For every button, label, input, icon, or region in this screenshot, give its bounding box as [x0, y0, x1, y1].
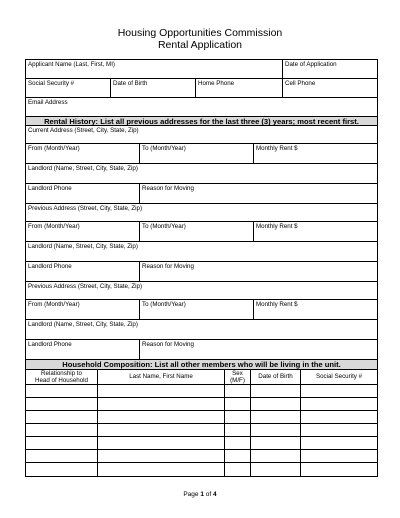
- to-field-2[interactable]: To (Month/Year): [139, 222, 253, 241]
- name-cell[interactable]: [97, 463, 224, 476]
- previous-address-row-2: [26, 282, 377, 300]
- ssn-cell[interactable]: [300, 463, 377, 476]
- from-field-3[interactable]: From (Month/Year): [28, 301, 80, 308]
- home-phone-field[interactable]: Home Phone: [195, 79, 282, 97]
- landlord-field-2[interactable]: Landlord (Name, Street, City, State, Zip): [28, 243, 138, 250]
- relationship-cell[interactable]: [26, 424, 97, 436]
- current-address-row: [26, 126, 377, 144]
- rent-field-1[interactable]: Monthly Rent $: [253, 144, 377, 163]
- name-cell[interactable]: [97, 411, 224, 423]
- page-footer: Page 1 of 4: [183, 491, 217, 498]
- relationship-cell[interactable]: [26, 385, 97, 397]
- sex-cell[interactable]: [224, 398, 250, 410]
- applicant-name-row: [26, 60, 377, 79]
- sex-cell[interactable]: [224, 411, 250, 423]
- landlord-phone-row-2: [26, 262, 377, 282]
- table-row: [26, 450, 377, 463]
- landlord-field-1[interactable]: Landlord (Name, Street, City, State, Zip): [28, 165, 138, 172]
- email-row: [26, 98, 377, 117]
- ssn-cell[interactable]: [300, 437, 377, 449]
- dates-row-2: [26, 222, 377, 242]
- previous-address-field-2[interactable]: Previous Address (Street, City, State, Zip): [28, 283, 143, 290]
- date-of-application-field[interactable]: Date of Application: [282, 60, 377, 78]
- ssn-field[interactable]: Social Security #: [28, 80, 75, 87]
- landlord-field-3[interactable]: Landlord (Name, Street, City, State, Zip): [28, 321, 138, 328]
- landlord-phone-field-1[interactable]: Landlord Phone: [28, 185, 72, 192]
- landlord-row-2: [26, 242, 377, 262]
- dob-cell[interactable]: [250, 463, 300, 476]
- ssn-cell[interactable]: [300, 411, 377, 423]
- rent-field-3[interactable]: Monthly Rent $: [253, 300, 377, 319]
- landlord-phone-field-3[interactable]: Landlord Phone: [28, 341, 72, 348]
- relationship-cell[interactable]: [26, 437, 97, 449]
- table-row: [26, 437, 377, 450]
- landlord-phone-field-2[interactable]: Landlord Phone: [28, 263, 72, 270]
- landlord-phone-row-3: [26, 340, 377, 360]
- email-field[interactable]: Email Address: [28, 99, 68, 106]
- relationship-cell[interactable]: [26, 463, 97, 476]
- table-row: [26, 424, 377, 437]
- col-dob: Date of Birth: [250, 370, 300, 384]
- sex-cell[interactable]: [224, 450, 250, 462]
- dob-cell[interactable]: [250, 398, 300, 410]
- to-field-3[interactable]: To (Month/Year): [139, 300, 253, 319]
- relationship-cell[interactable]: [26, 411, 97, 423]
- rental-history-heading: Rental History: List all previous addresses for the last three (3) years; most recent first.: [26, 117, 377, 126]
- relationship-cell[interactable]: [26, 450, 97, 462]
- table-row: [26, 385, 377, 398]
- name-cell[interactable]: [97, 424, 224, 436]
- reason-field-3[interactable]: Reason for Moving: [139, 340, 377, 359]
- applicant-name-field[interactable]: Applicant Name (Last, First, MI): [28, 61, 115, 68]
- rental-application-form: [25, 59, 378, 477]
- relationship-cell[interactable]: [26, 398, 97, 410]
- current-address-field[interactable]: Current Address (Street, City, State, Zip): [28, 127, 139, 134]
- name-cell[interactable]: [97, 437, 224, 449]
- form-subtitle: Rental Application: [157, 39, 243, 51]
- household-heading: Household Composition: List all other members who will be living in the unit.: [26, 360, 377, 370]
- rent-field-2[interactable]: Monthly Rent $: [253, 222, 377, 241]
- dates-row-1: [26, 144, 377, 164]
- sex-cell[interactable]: [224, 385, 250, 397]
- dob-cell[interactable]: [250, 385, 300, 397]
- col-relationship: Relationship to Head of Household: [35, 370, 88, 384]
- applicant-contact-row: [26, 79, 377, 98]
- dob-cell[interactable]: [250, 411, 300, 423]
- col-ssn: Social Security #: [300, 370, 377, 384]
- household-table-header: [26, 370, 377, 385]
- col-name: Last Name, First Name: [97, 370, 224, 384]
- dob-field[interactable]: Date of Birth: [110, 79, 195, 97]
- sex-cell[interactable]: [224, 424, 250, 436]
- table-row: [26, 411, 377, 424]
- previous-address-field-1[interactable]: Previous Address (Street, City, State, Zip): [28, 205, 143, 212]
- name-cell[interactable]: [97, 385, 224, 397]
- table-row: [26, 398, 377, 411]
- cell-phone-field[interactable]: Cell Phone: [282, 79, 377, 97]
- name-cell[interactable]: [97, 450, 224, 462]
- ssn-cell[interactable]: [300, 398, 377, 410]
- from-field-2[interactable]: From (Month/Year): [28, 223, 80, 230]
- ssn-cell[interactable]: [300, 450, 377, 462]
- landlord-row-3: [26, 320, 377, 340]
- ssn-cell[interactable]: [300, 424, 377, 436]
- landlord-row-1: [26, 164, 377, 184]
- dob-cell[interactable]: [250, 450, 300, 462]
- col-sex: Sex (M/F): [224, 370, 250, 384]
- form-title: Housing Opportunities Commission: [117, 27, 283, 39]
- ssn-cell[interactable]: [300, 385, 377, 397]
- name-cell[interactable]: [97, 398, 224, 410]
- dates-row-3: [26, 300, 377, 320]
- reason-field-1[interactable]: Reason for Moving: [139, 184, 377, 203]
- reason-field-2[interactable]: Reason for Moving: [139, 262, 377, 281]
- sex-cell[interactable]: [224, 463, 250, 476]
- table-row: [26, 463, 377, 476]
- previous-address-row-1: [26, 204, 377, 222]
- dob-cell[interactable]: [250, 437, 300, 449]
- to-field-1[interactable]: To (Month/Year): [139, 144, 253, 163]
- dob-cell[interactable]: [250, 424, 300, 436]
- landlord-phone-row-1: [26, 184, 377, 204]
- sex-cell[interactable]: [224, 437, 250, 449]
- from-field-1[interactable]: From (Month/Year): [28, 145, 80, 152]
